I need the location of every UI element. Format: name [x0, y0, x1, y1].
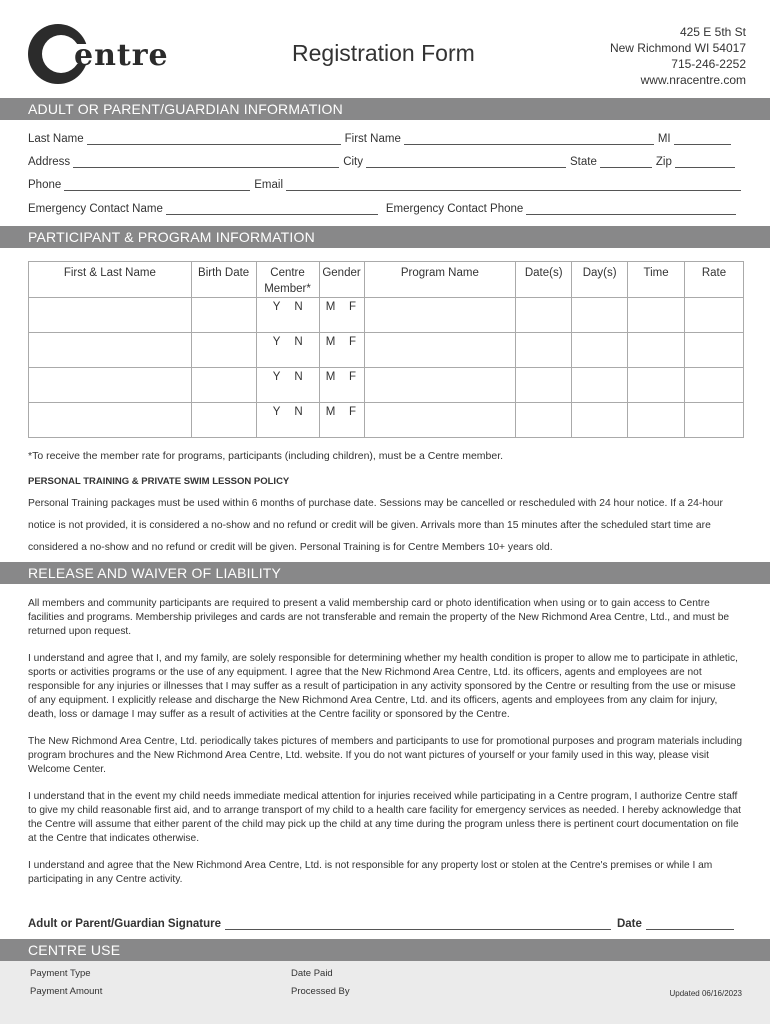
name-row — [28, 129, 744, 145]
updated-date: Updated 06/16/2023 — [669, 989, 742, 998]
table-row — [29, 298, 744, 333]
address-website: www.nracentre.com — [640, 73, 746, 87]
time-cell[interactable] — [628, 368, 685, 403]
member-yes-option[interactable]: Y — [272, 406, 281, 418]
section-centre-use-header: CENTRE USE — [0, 939, 770, 961]
last-name-field[interactable] — [87, 133, 341, 145]
col-first-last-name: First & Last Name — [29, 262, 192, 298]
member-yes-option[interactable]: Y — [272, 301, 281, 313]
waiver-paragraph: I understand that in the event my child needs immediate medical attention for injuries received while participating in a Centre program, I authorize Centre staff to give my child reasonable first aid, and to arrange transport of my child to a health care facility for emergency services as needed. I hereby acknowledge that the Centre will assume that either parent of the child may pick up the child at any time during the program unless there is pertinent court documentation on file at the Centre that indicates otherwise. — [28, 791, 741, 844]
member-yes-option[interactable]: Y — [272, 336, 281, 348]
gender-cell[interactable] — [319, 333, 364, 368]
last-name-label: Last Name — [28, 133, 84, 145]
member-yes-option[interactable]: Y — [272, 371, 281, 383]
time-cell[interactable] — [628, 333, 685, 368]
emergency-row — [28, 199, 744, 215]
address-field[interactable] — [73, 156, 339, 168]
participant-name-cell[interactable] — [29, 368, 192, 403]
address-phone: 715-246-2252 — [671, 57, 746, 71]
policy-text: Personal Training packages must be used within 6 months of purchase date. Sessions may be cancelled or rescheduled with 24 hour notice. If a 24-hour notice is not provided, it is considered a no-show and no refund or credit will be given. Arrivals more than 15 minutes after the scheduled start time are considered a no-show and no refund or credit will be given. Personal Training is for Centre Members 10+ years old. — [28, 498, 723, 553]
gender-female-option[interactable]: F — [349, 371, 357, 383]
centre-address — [610, 24, 746, 88]
payment-amount-label: Payment Amount — [30, 986, 103, 997]
gender-male-option[interactable]: M — [325, 301, 336, 313]
col-birth-date: Birth Date — [191, 262, 256, 298]
member-cell[interactable] — [256, 403, 319, 438]
rate-cell[interactable] — [685, 333, 744, 368]
rate-cell[interactable] — [685, 298, 744, 333]
first-name-label: First Name — [344, 133, 401, 145]
first-name-field[interactable] — [404, 133, 654, 145]
table-row — [29, 368, 744, 403]
days-cell[interactable] — [572, 368, 628, 403]
table-row — [29, 333, 744, 368]
participant-name-cell[interactable] — [29, 333, 192, 368]
section-participant-header: PARTICIPANT & PROGRAM INFORMATION — [0, 226, 770, 248]
member-no-option[interactable]: N — [294, 406, 303, 418]
centre-use-area — [0, 961, 770, 1024]
member-no-option[interactable]: N — [294, 336, 303, 348]
member-rate-note: *To receive the member rate for programs, participants (including children), must be a Centre member. — [28, 450, 504, 462]
processed-by-label: Processed By — [291, 986, 350, 997]
signature-label: Adult or Parent/Guardian Signature — [28, 918, 221, 930]
waiver-paragraph: The New Richmond Area Centre, Ltd. periodically takes pictures of members and participants to use for promotional purposes and program materials including program brochures and the New Richmond Area Centre, Ltd. website. If you do not want pictures of yourself or your family used in this way, please visit Welcome Center. — [28, 736, 743, 775]
col-rate: Rate — [685, 262, 744, 298]
email-field[interactable] — [286, 179, 741, 191]
signature-field[interactable] — [225, 918, 611, 930]
section-release-header: RELEASE AND WAIVER OF LIABILITY — [0, 562, 770, 584]
col-time: Time — [628, 262, 685, 298]
gender-male-option[interactable]: M — [325, 336, 336, 348]
state-field[interactable] — [600, 156, 652, 168]
city-label: City — [343, 156, 363, 168]
gender-female-option[interactable]: F — [349, 301, 357, 313]
dates-cell[interactable] — [516, 403, 572, 438]
col-days: Day(s) — [572, 262, 628, 298]
gender-female-option[interactable]: F — [349, 406, 357, 418]
participant-name-cell[interactable] — [29, 298, 192, 333]
emergency-name-label: Emergency Contact Name — [28, 203, 163, 215]
member-no-option[interactable]: N — [294, 371, 303, 383]
participant-name-cell[interactable] — [29, 403, 192, 438]
centre-logo — [28, 24, 178, 88]
birth-date-cell[interactable] — [191, 403, 256, 438]
program-name-cell[interactable] — [364, 368, 516, 403]
dates-cell[interactable] — [516, 298, 572, 333]
dates-cell[interactable] — [516, 368, 572, 403]
table-row — [29, 403, 744, 438]
address-label: Address — [28, 156, 71, 168]
zip-label: Zip — [655, 156, 672, 168]
zip-field[interactable] — [675, 156, 735, 168]
table-header-row — [29, 262, 744, 298]
logo-wordmark: entre — [74, 38, 169, 73]
waiver-paragraph: All members and community participants are required to present a valid membership card or photo identification when using or to gain access to Centre facilities and programs. Membership privileges and cards are not transferable and remain the property of the New Richmond Area Centre, Ltd., and must be returned upon request. — [28, 598, 730, 637]
waiver-text — [28, 597, 744, 900]
policy-heading: PERSONAL TRAINING & PRIVATE SWIM LESSON POLICY — [28, 476, 290, 487]
program-name-cell[interactable] — [364, 333, 516, 368]
emergency-name-field[interactable] — [166, 203, 378, 215]
city-field[interactable] — [366, 156, 566, 168]
signature-row — [28, 914, 744, 930]
address-row — [28, 152, 744, 168]
contact-row — [28, 175, 744, 191]
emergency-phone-label: Emergency Contact Phone — [385, 203, 524, 215]
signature-date-field[interactable] — [646, 918, 734, 930]
phone-label: Phone — [28, 179, 62, 191]
col-program-name: Program Name — [364, 262, 516, 298]
days-cell[interactable] — [572, 298, 628, 333]
member-no-option[interactable]: N — [294, 301, 303, 313]
gender-female-option[interactable]: F — [349, 336, 357, 348]
gender-cell[interactable] — [319, 368, 364, 403]
col-dates: Date(s) — [516, 262, 572, 298]
program-name-cell[interactable] — [364, 403, 516, 438]
payment-type-label: Payment Type — [30, 968, 91, 979]
address-street: 425 E 5th St — [679, 25, 746, 39]
phone-field[interactable] — [64, 179, 250, 191]
time-cell[interactable] — [628, 403, 685, 438]
days-cell[interactable] — [572, 333, 628, 368]
gender-male-option[interactable]: M — [325, 371, 336, 383]
rate-cell[interactable] — [685, 368, 744, 403]
time-cell[interactable] — [628, 298, 685, 333]
waiver-paragraph: I understand and agree that the New Richmond Area Centre, Ltd. is not responsible for any property lost or stolen at the Centre's premises or while I am participating in any Centre activity. — [28, 860, 713, 885]
date-paid-label: Date Paid — [291, 968, 333, 979]
days-cell[interactable] — [572, 403, 628, 438]
waiver-paragraph: I understand and agree that I, and my family, are solely responsible for determining whether my health condition is proper to allow me to participate in athletic, sports or activities programs or the use of any equipment. I agree that the New Richmond Area Centre, Ltd. its officers, agents and employees are not responsible for any injuries or illnesses that I may suffer as a result of participation in any activity sponsored by the Centre or resulting from the use or misuse of any equipment. I explicitly release and discharge the New Richmond Area Centre, Ltd. and its officers, agents and employees from any claim for injury, death, loss or damage I may suffer as a result of activities at the Centre facility or sponsored by the Centre. — [28, 653, 738, 720]
gender-cell[interactable] — [319, 298, 364, 333]
rate-cell[interactable] — [685, 403, 744, 438]
col-centre-member: Centre Member* — [256, 262, 319, 298]
date-label: Date — [616, 918, 642, 930]
gender-cell[interactable] — [319, 403, 364, 438]
gender-male-option[interactable]: M — [325, 406, 336, 418]
program-name-cell[interactable] — [364, 298, 516, 333]
member-cell[interactable] — [256, 368, 319, 403]
member-cell[interactable] — [256, 333, 319, 368]
email-label: Email — [254, 179, 284, 191]
mi-field[interactable] — [674, 133, 731, 145]
dates-cell[interactable] — [516, 333, 572, 368]
page-title: Registration Form — [292, 40, 475, 66]
address-city: New Richmond WI 54017 — [609, 41, 746, 55]
form-header — [0, 0, 770, 98]
section-adult-header: ADULT OR PARENT/GUARDIAN INFORMATION — [0, 98, 770, 120]
member-cell[interactable] — [256, 298, 319, 333]
birth-date-cell[interactable] — [191, 333, 256, 368]
emergency-phone-field[interactable] — [526, 203, 736, 215]
birth-date-cell[interactable] — [191, 298, 256, 333]
participant-table — [28, 261, 744, 438]
state-label: State — [570, 156, 597, 168]
col-gender: Gender — [319, 262, 364, 298]
mi-label: MI — [657, 133, 671, 145]
birth-date-cell[interactable] — [191, 368, 256, 403]
